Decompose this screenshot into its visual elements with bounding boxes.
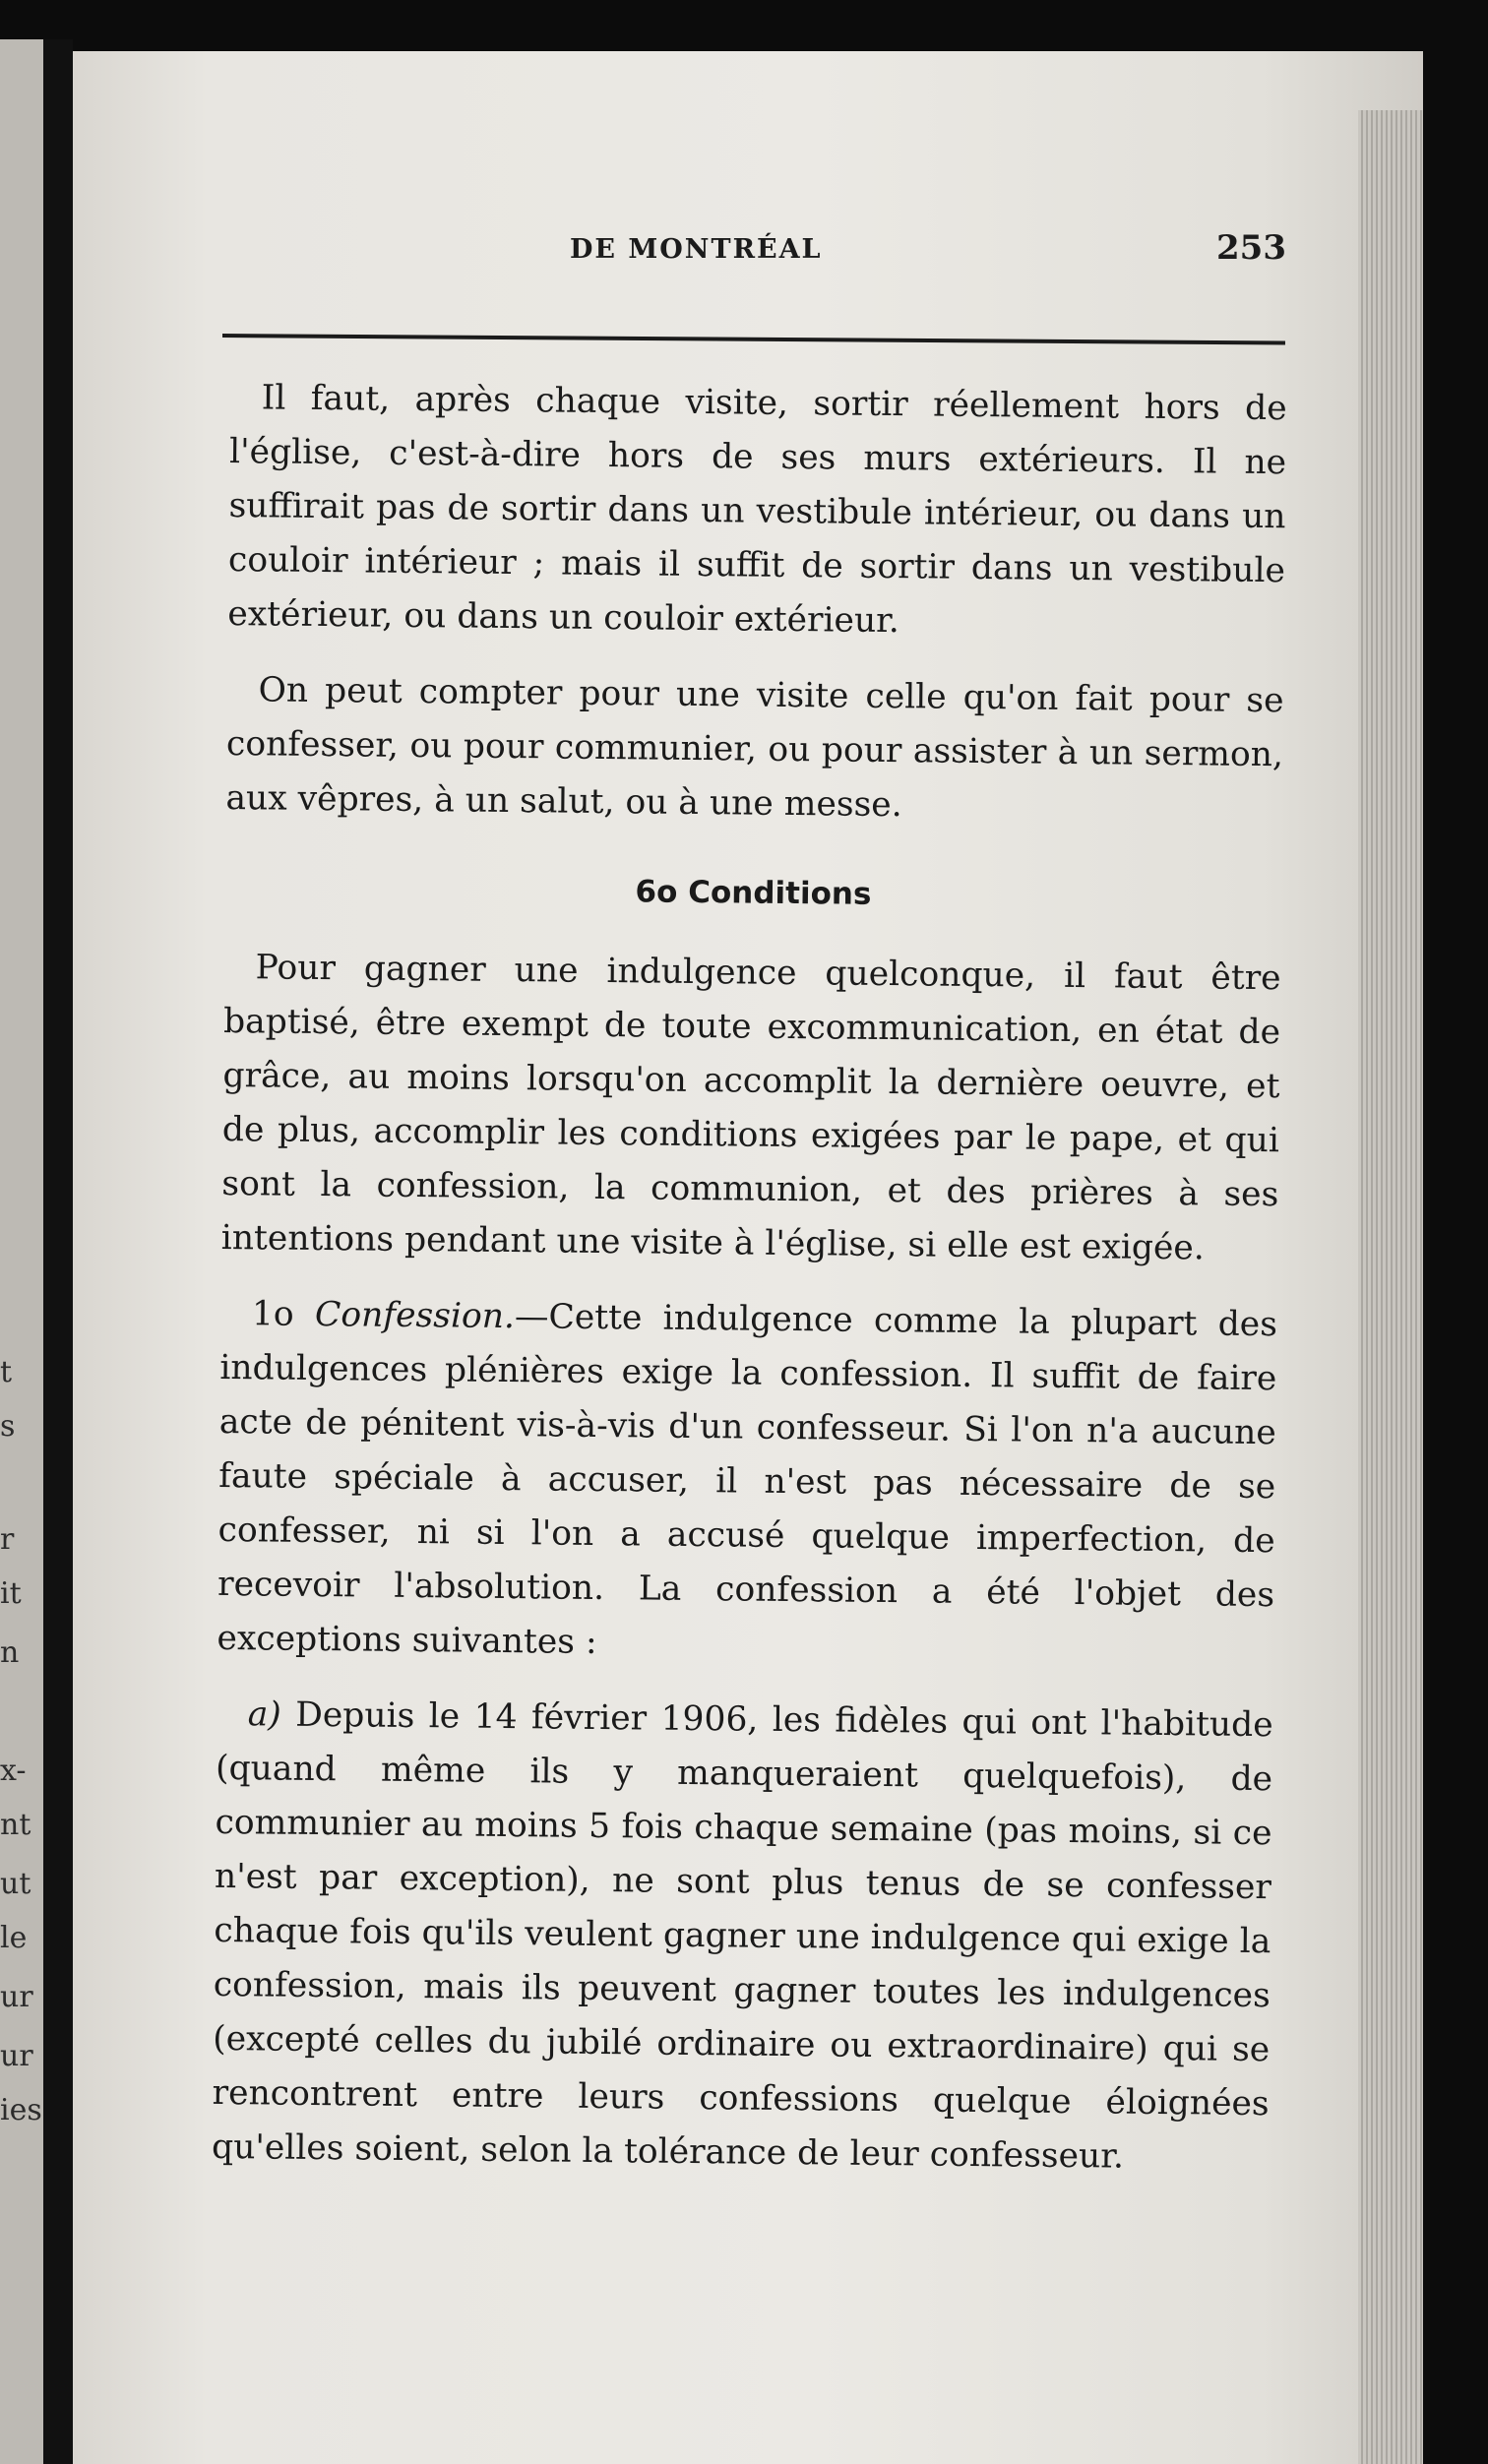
book-gutter [43, 39, 73, 2464]
paragraph-confession [217, 1287, 1277, 1677]
exception-label: a) [247, 1694, 281, 1735]
left-page-fragment: ur [0, 1980, 33, 2014]
adjacent-left-page [0, 39, 43, 2464]
left-page-fragment: s [0, 1409, 16, 1444]
left-page-fragment: nt [0, 1808, 31, 1842]
left-page-fragment: t [0, 1355, 13, 1389]
paragraph-conditions: Pour gagner une indulgence quelconque, il faut être baptisé, être exempt de toute excommunication, en état de grâce, au moins lorsqu'on accomplit la dernière oeuvre, et de plus, accomplir les conditions exigées par le pape, et qui sont la confession, la communion, et des prières à ses intentions pendant une visite à l'église, si elle est exigée. [220, 948, 1281, 1268]
page-body [212, 371, 1287, 2207]
header-rule [222, 334, 1285, 345]
left-page-fragment: le [0, 1921, 28, 1955]
left-page-fragment: ut [0, 1867, 31, 1901]
paragraph-exception-a [212, 1688, 1273, 2186]
section-heading: 6o Conditions [635, 874, 872, 912]
left-page-fragment: it [0, 1576, 22, 1611]
left-page-fragment: r [0, 1522, 15, 1557]
paragraph-church-exit: Il faut, après chaque visite, sortir réellement hors de l'église, c'est-à-dire hors de ses murs extérieurs. Il ne suffirait pas de sortir dans un vestibule intérieur, ou dans un couloir intérieur ; mais il suffit de sortir dans un vestibule extérieur, ou dans un couloir extérieur. [227, 378, 1287, 642]
left-page-fragment: ies [0, 2093, 42, 2127]
running-head [156, 228, 1286, 283]
running-head-title: DE MONTRÉAL [570, 234, 823, 265]
page-edge-stack [1358, 110, 1423, 2464]
paragraph-visit-count: On peut compter pour une visite celle qu'on fait pour se confesser, ou pour communier, ou pour assister à un sermon, aux vêpres, à un salut, ou à une messe. [225, 670, 1284, 826]
confession-label: Confession. [314, 1294, 516, 1337]
left-page-fragment: n [0, 1635, 20, 1670]
page-number: 253 [1216, 228, 1286, 268]
book-page [73, 51, 1423, 2464]
confession-text: —Cette indulgence comme la plupart des indulgences plénières exige la confession. Il suffit de faire acte de pénitent vis-à-vis d'un confesseur. Si l'on n'a aucune faute spéciale à accuser, il n'est pas nécessaire de se confesser, ni si l'on a accusé quelque imperfection, de recevoir l'absolution. La confession a été l'objet des exceptions suivantes : [217, 1297, 1278, 1662]
exception-text: Depuis le 14 février 1906, les fidèles qui ont l'habitude (quand même ils y manqueraient quelquefois), de communier au moins 5 fois chaque semaine (pas moins, si ce n'est par exception), ne sont plus tenus de se confesser chaque fois qu'ils veulent gagner une indulgence qui exige la confession, mais ils peuvent gagner toutes les indulgences (excepté celles du jubilé ordinaire ou extraordinaire) qui se rencontrent entre leurs confessions quelque éloignées qu'elles soient, selon la tolérance de leur confesseur. [211, 1694, 1273, 2177]
item-number: 1o [251, 1294, 316, 1334]
left-page-fragment: x- [0, 1754, 27, 1788]
left-page-fragment: ur [0, 2039, 33, 2073]
